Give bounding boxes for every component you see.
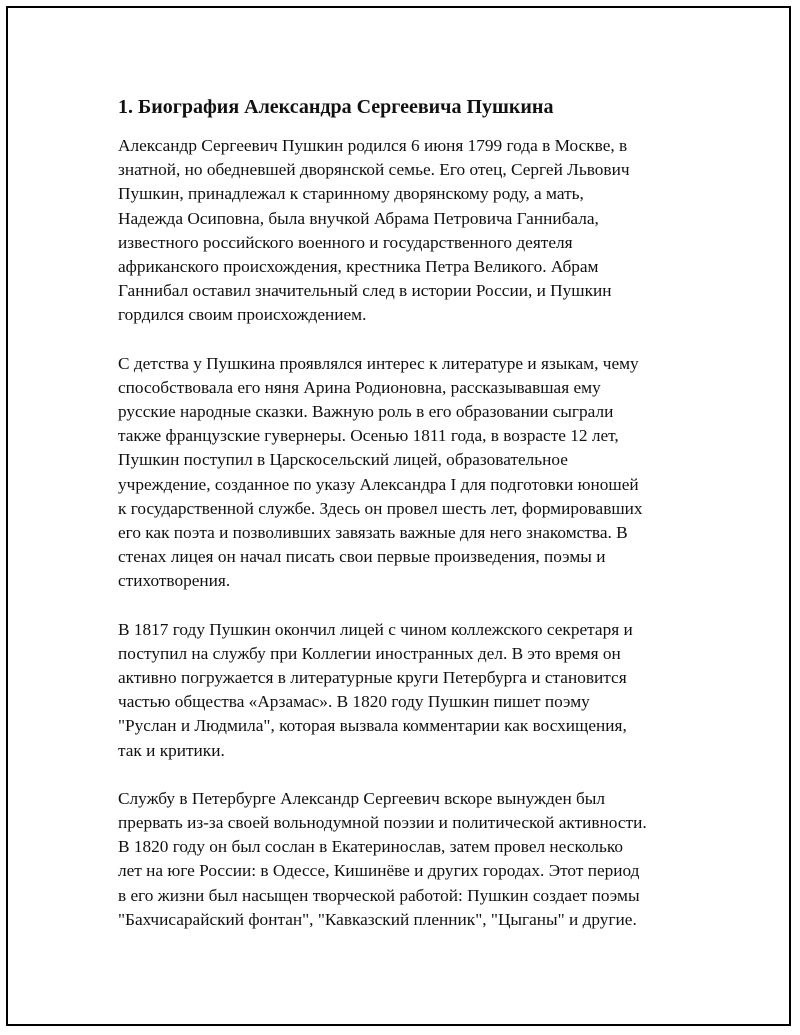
page-title: 1. Биография Александра Сергеевича Пушкина bbox=[118, 96, 554, 118]
text-line: его как поэта и позволивших завязать важные для него знакомства. В bbox=[118, 523, 628, 543]
text-line: в его жизни был насыщен творческой работой: Пушкин создает поэмы bbox=[118, 885, 640, 905]
text-line: "Руслан и Людмила", которая вызвала комментарии как восхищения, bbox=[118, 716, 627, 736]
text-line: учреждение, созданное по указу Александра I для подготовки юношей bbox=[118, 474, 639, 494]
text-line: активно погружается в литературные круги Петербурга и становится bbox=[118, 668, 627, 688]
text-line: к государственной службе. Здесь он провел шесть лет, формировавших bbox=[118, 498, 643, 518]
text-line: лет на юге России: в Одессе, Кишинёве и других городах. Этот период bbox=[118, 861, 640, 881]
text-line: африканского происхождения, крестника Петра Великого. Абрам bbox=[118, 257, 599, 277]
text-line: В 1820 году он был сослан в Екатеринослав, затем провел несколько bbox=[118, 837, 624, 857]
text-line: русские народные сказки. Важную роль в его образовании сыграли bbox=[118, 402, 614, 422]
text-line: также французские гувернеры. Осенью 1811 года, в возрасте 12 лет, bbox=[118, 426, 619, 446]
paragraph-2 bbox=[118, 352, 698, 594]
text-line: С детства у Пушкина проявлялся интерес к литературе и языкам, чему bbox=[118, 353, 639, 373]
text-line: Службу в Петербурге Александр Сергеевич вскоре вынужден был bbox=[118, 788, 606, 808]
document-body bbox=[118, 93, 698, 956]
text-line: В 1817 году Пушкин окончил лицей с чином коллежского секретаря и bbox=[118, 619, 633, 639]
text-line: Надежда Осиповна, была внучкой Абрама Петровича Ганнибала, bbox=[118, 208, 599, 228]
paragraph-1 bbox=[118, 134, 698, 328]
text-line: частью общества «Арзамас». В 1820 году Пушкин пишет поэму bbox=[118, 692, 590, 712]
text-line: Ганнибал оставил значительный след в истории России, и Пушкин bbox=[118, 281, 612, 301]
text-line: стихотворения. bbox=[118, 571, 231, 591]
text-line: стенах лицея он начал писать свои первые произведения, поэмы и bbox=[118, 547, 606, 567]
text-line: известного российского военного и государственного деятеля bbox=[118, 232, 573, 252]
text-line: Александр Сергеевич Пушкин родился 6 июня 1799 года в Москве, в bbox=[118, 136, 628, 155]
text-line: прервать из-за своей вольнодумной поэзии и политической активности. bbox=[118, 813, 647, 833]
text-line: знатной, но обедневшей дворянской семье. Его отец, Сергей Львович bbox=[118, 160, 630, 180]
text-line: Пушкин, принадлежал к старинному дворянскому роду, а мать, bbox=[118, 184, 584, 204]
text-line: способствовала его няня Арина Родионовна, рассказывавшая ему bbox=[118, 377, 601, 397]
text-line: так и критики. bbox=[118, 740, 225, 760]
paragraph-3 bbox=[118, 618, 698, 763]
text-line: гордился своим происхождением. bbox=[118, 305, 367, 325]
paragraph-4 bbox=[118, 787, 698, 932]
text-line: "Бахчисарайский фонтан", "Кавказский пленник", "Цыганы" и другие. bbox=[118, 909, 637, 929]
text-line: Пушкин поступил в Царскосельский лицей, образовательное bbox=[118, 450, 568, 470]
text-line: поступил на службу при Коллегии иностранных дел. В это время он bbox=[118, 643, 621, 663]
